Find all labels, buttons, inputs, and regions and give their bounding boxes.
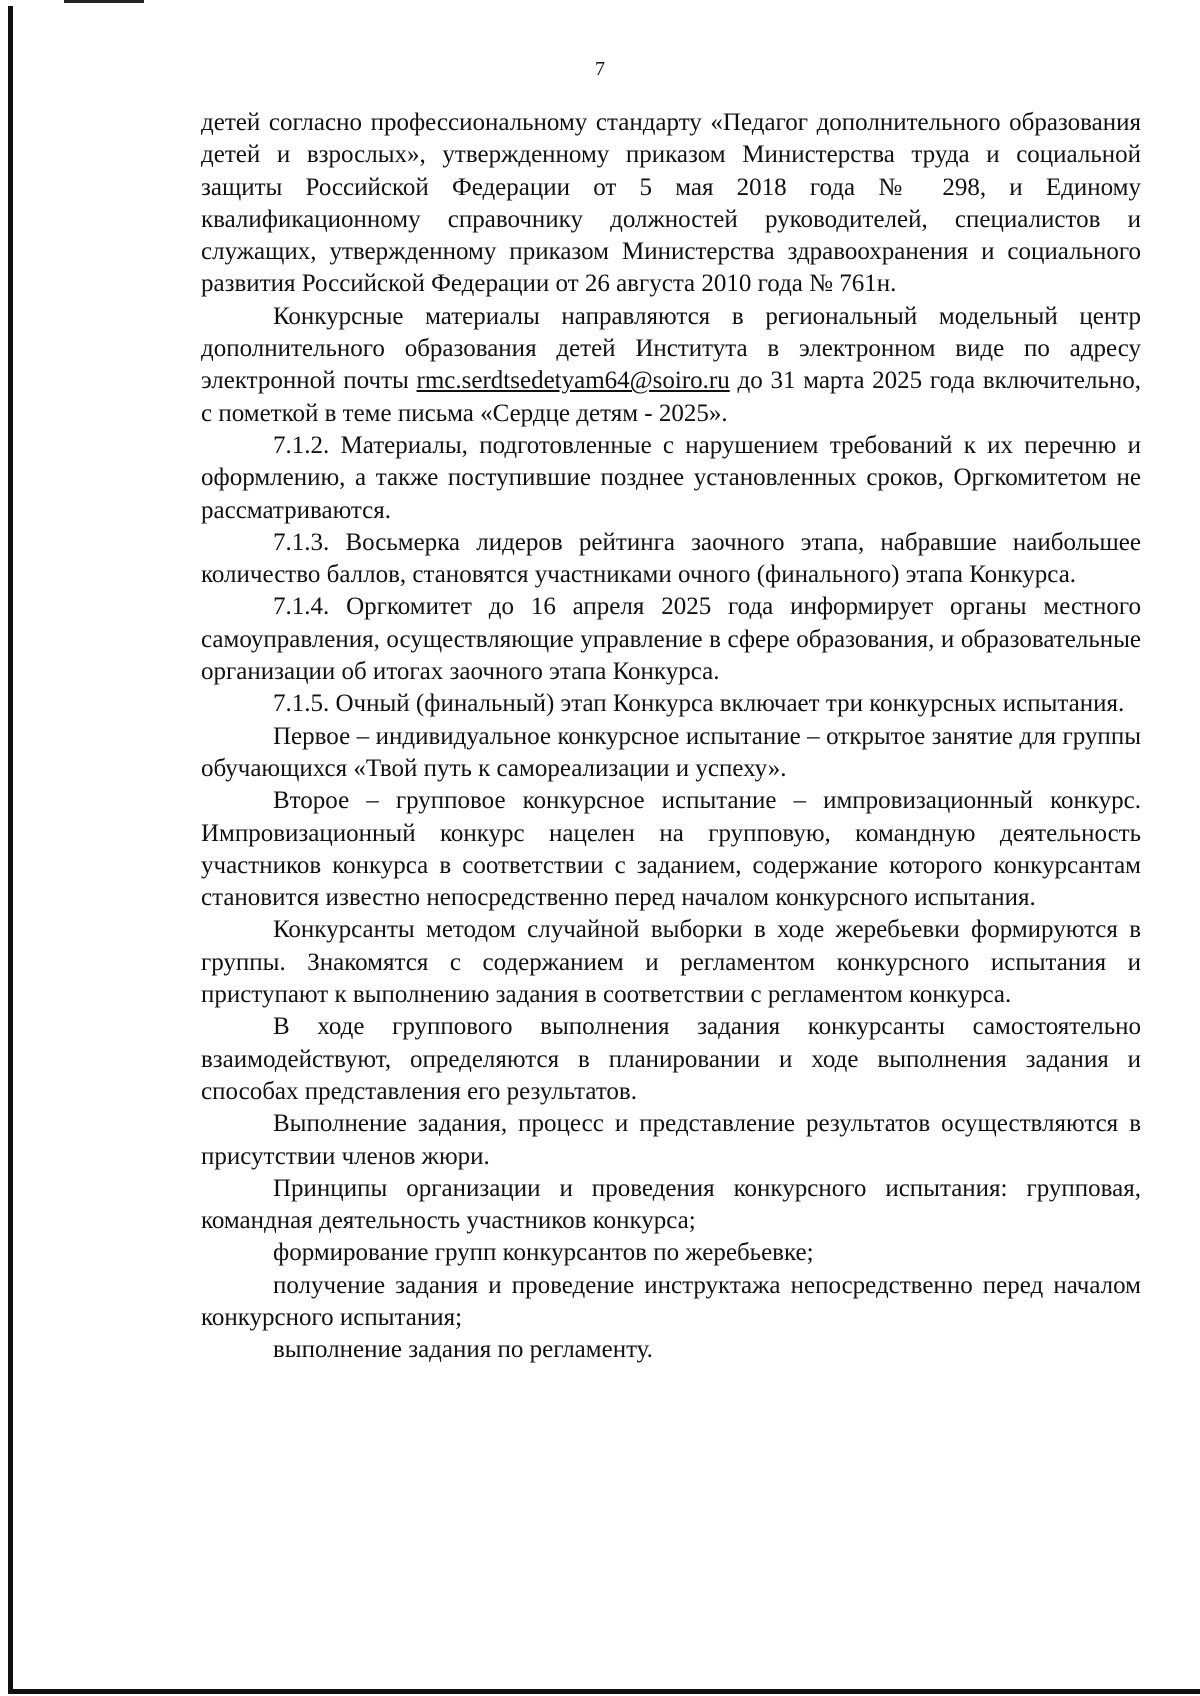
paragraph-8: Второе – групповое конкурсное испытание – импровизационный конкурс. Импровизационный конкурс нацелен на групповую, командную деятельность участников конкурса в соответствии с заданием, содержание которого конкурсантам становится известно непосредственно перед началом конкурсного испытания. — [201, 787, 1141, 912]
paragraph-10: В ходе группового выполнения задания конкурсанты самостоятельно взаимодействуют, определяются в планировании и ходе выполнения задания и способах представления его результатов. — [201, 1013, 1141, 1105]
paragraph-12: Принципы организации и проведения конкурсного испытания: групповая, командная деятельность участников конкурса; — [201, 1174, 1141, 1235]
paragraph-14: получение задания и проведение инструктажа непосредственно перед началом конкурсного испытания; — [201, 1271, 1141, 1331]
paragraph-5: 7.1.4. Оргкомитет до 16 апреля 2025 года информирует органы местного самоуправления, осуществляющие управление в сфере образования, и образовательные организации об итогах заочного этапа Конкурса. — [201, 593, 1141, 686]
document-body — [201, 107, 1141, 1367]
page-number: 7 — [595, 58, 605, 80]
paragraph-7: Первое – индивидуальное конкурсное испытание – открытое занятие для группы обучающихся «Твой путь к самореализации и успеху». — [201, 722, 1141, 782]
paragraph-2-after: до 31 марта 2025 года включительно, с пометкой в теме письма «Сердце детям - 2025». — [201, 367, 1141, 427]
paragraph-13: формирование групп конкурсантов по жеребьевке; — [273, 1239, 814, 1267]
paragraph-11: Выполнение задания, процесс и представление результатов осуществляются в присутствии членов жюри. — [201, 1110, 1141, 1170]
paragraph-6: 7.1.5. Очный (финальный) этап Конкурса включает три конкурсных испытания. — [273, 690, 1125, 718]
paragraph-1: детей согласно профессиональному стандарту «Педагог дополнительного образования детей и взрослых», утвержденному приказом Министерства труда и социальной защиты Российской Федерации от 5 мая 2018 года № 298, и Единому квалификационному справочнику должностей руководителей, специалистов и служащих, утвержденному приказом Министерства здравоохранения и социального развития Российской Федерации от 26 августа 2010 года № 761н. — [201, 109, 1141, 298]
scan-artifact-top — [64, 0, 144, 3]
paragraph-2 — [201, 301, 1141, 430]
paragraph-2-before: Конкурсные материалы направляются в региональный модельный центр дополнительного образования детей Института в электронном виде по адресу электронной почты — [201, 302, 1141, 395]
scan-border-bottom — [8, 1689, 1200, 1694]
scan-border-left — [8, 6, 13, 1691]
paragraph-3: 7.1.2. Материалы, подготовленные с нарушением требований к их перечню и оформлению, а также поступившие позднее установленных сроков, Оргкомитетом не рассматриваются. — [201, 431, 1141, 524]
paragraph-9: Конкурсанты методом случайной выборки в ходе жеребьевки формируются в группы. Знакомятся с содержанием и регламентом конкурсного испытания и приступают к выполнению задания в соответствии с регламентом конкурса. — [201, 916, 1141, 1009]
paragraph-4: 7.1.3. Восьмерка лидеров рейтинга заочного этапа, набравшие наибольшее количество баллов, становятся участниками очного (финального) этапа Конкурса. — [201, 528, 1141, 589]
email-link[interactable]: rmc.serdtsedetyam64@soiro.ru — [416, 367, 730, 395]
paragraph-15: выполнение задания по регламенту. — [273, 1336, 653, 1364]
